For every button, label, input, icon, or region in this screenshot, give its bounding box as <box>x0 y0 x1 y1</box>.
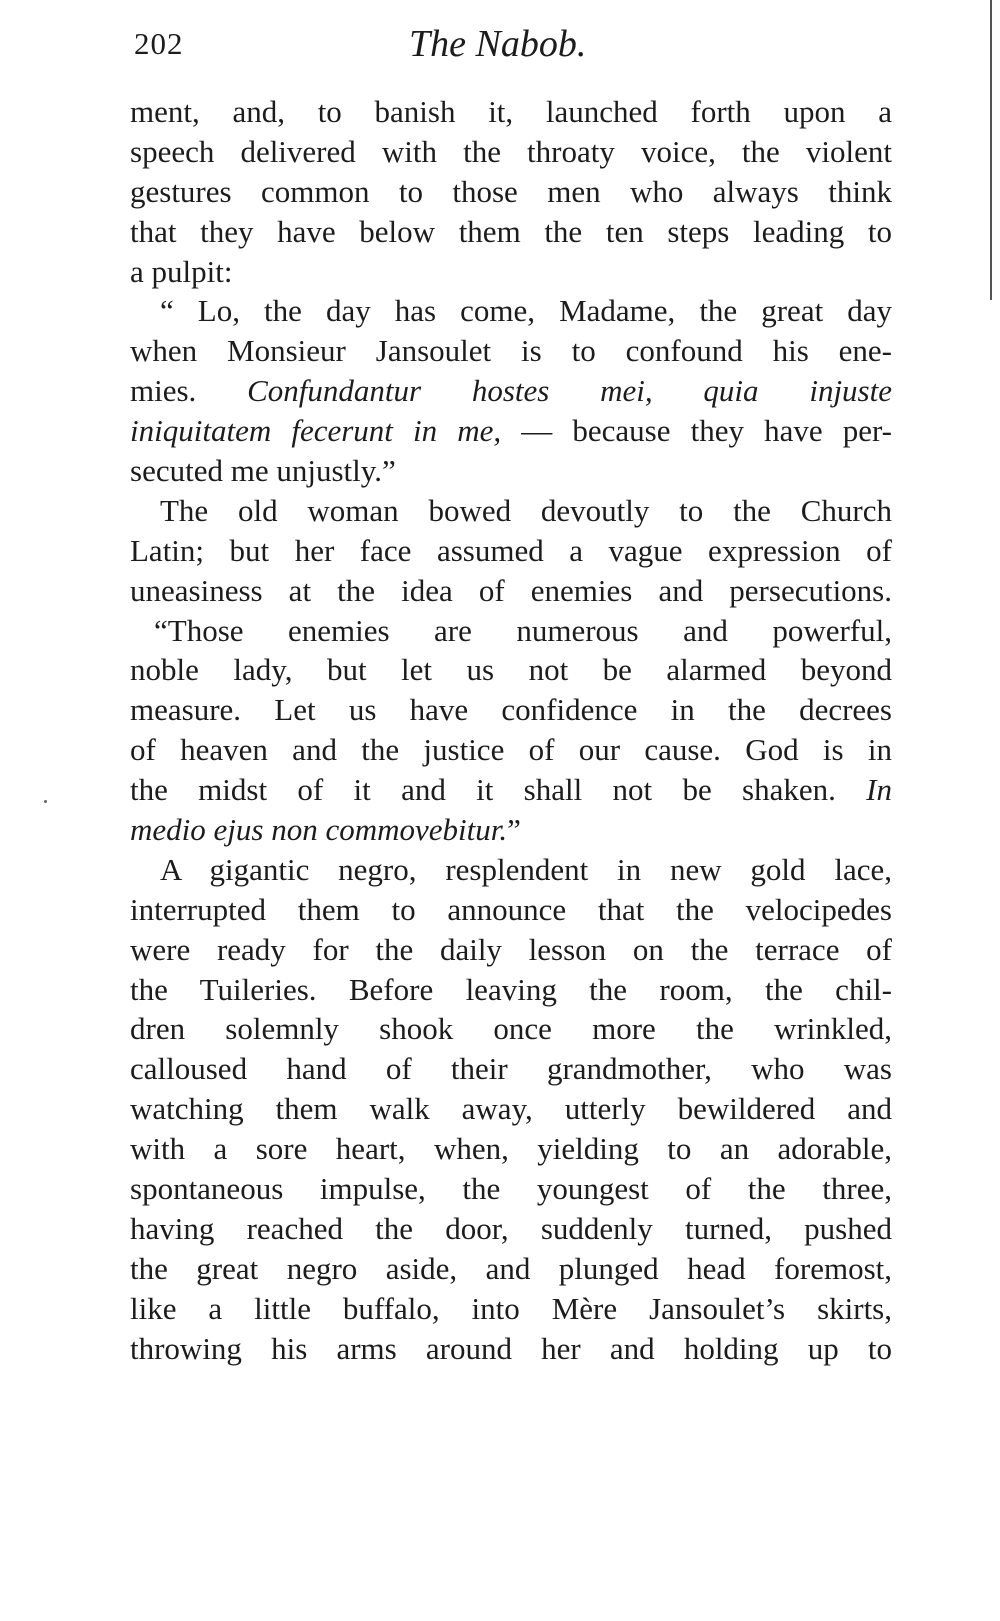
latin-quote: iniquitatem fecerunt in me, <box>130 413 502 449</box>
text-line: The old woman bowed devoutly to the Church <box>160 492 892 528</box>
latin-quote: In <box>866 772 892 808</box>
text-line: with a sore heart, when, yielding to an adorable, <box>130 1131 892 1167</box>
running-title: The Nabob. <box>409 23 587 65</box>
text-line: having reached the door, suddenly turned, pushed <box>130 1210 892 1246</box>
text-line: calloused hand of their grandmother, who was <box>130 1051 892 1087</box>
text-line: like a little buffalo, into Mère Jansoulet’s skirts, <box>130 1290 892 1326</box>
text-line: A gigantic negro, resplendent in new gold lace, <box>160 851 892 887</box>
text-line: watching them walk away, utterly bewildered and <box>130 1091 892 1127</box>
text-line <box>130 770 892 810</box>
text-line: ment, and, to banish it, launched forth upon a <box>130 94 892 129</box>
latin-quote: Confundantur hostes mei, quia injuste <box>247 373 892 409</box>
scan-border-line <box>990 0 992 300</box>
text-segment: ” <box>507 812 521 848</box>
scan-speck <box>44 800 47 803</box>
text-line: spontaneous impulse, the youngest of the three, <box>130 1171 892 1207</box>
text-line <box>130 371 892 411</box>
text-line: measure. Let us have confidence in the decrees <box>130 692 892 728</box>
page-header <box>134 22 894 70</box>
body-text <box>130 92 892 1369</box>
text-line: of heaven and the justice of our cause. God is in <box>130 732 892 768</box>
text-line: when Monsieur Jansoulet is to confound his ene- <box>130 333 892 369</box>
text-segment: — because they have per- <box>501 413 892 449</box>
latin-quote: medio ejus non commovebitur. <box>130 812 508 848</box>
text-line: “ Lo, the day has come, Madame, the great day <box>160 293 892 329</box>
text-line: were ready for the daily lesson on the terrace of <box>130 931 892 967</box>
text-line: gestures common to those men who always think <box>130 173 892 209</box>
page-number: 202 <box>134 26 184 61</box>
text-line: “Those enemies are numerous and powerful, <box>154 612 892 648</box>
text-line: noble lady, but let us not be alarmed beyond <box>130 652 892 688</box>
text-line <box>130 810 892 850</box>
text-segment: the midst of it and it shall not be shaken. <box>130 772 867 808</box>
text-line: the Tuileries. Before leaving the room, the chil- <box>130 971 892 1007</box>
text-line: Latin; but her face assumed a vague expression of <box>130 532 892 568</box>
text-line: secuted me unjustly.” <box>130 453 396 489</box>
text-line: dren solemnly shook once more the wrinkled, <box>130 1011 892 1047</box>
text-line: uneasiness at the idea of enemies and persecutions. <box>130 572 892 608</box>
text-line: throwing his arms around her and holding up to <box>130 1330 892 1366</box>
text-line: the great negro aside, and plunged head foremost, <box>130 1250 892 1286</box>
text-segment: mies. <box>130 373 248 409</box>
text-line: speech delivered with the throaty voice, the violent <box>130 133 892 169</box>
text-line <box>130 411 892 451</box>
text-line: a pulpit: <box>130 253 233 289</box>
text-line: interrupted them to announce that the velocipedes <box>130 891 892 927</box>
text-line: that they have below them the ten steps leading to <box>130 213 892 249</box>
